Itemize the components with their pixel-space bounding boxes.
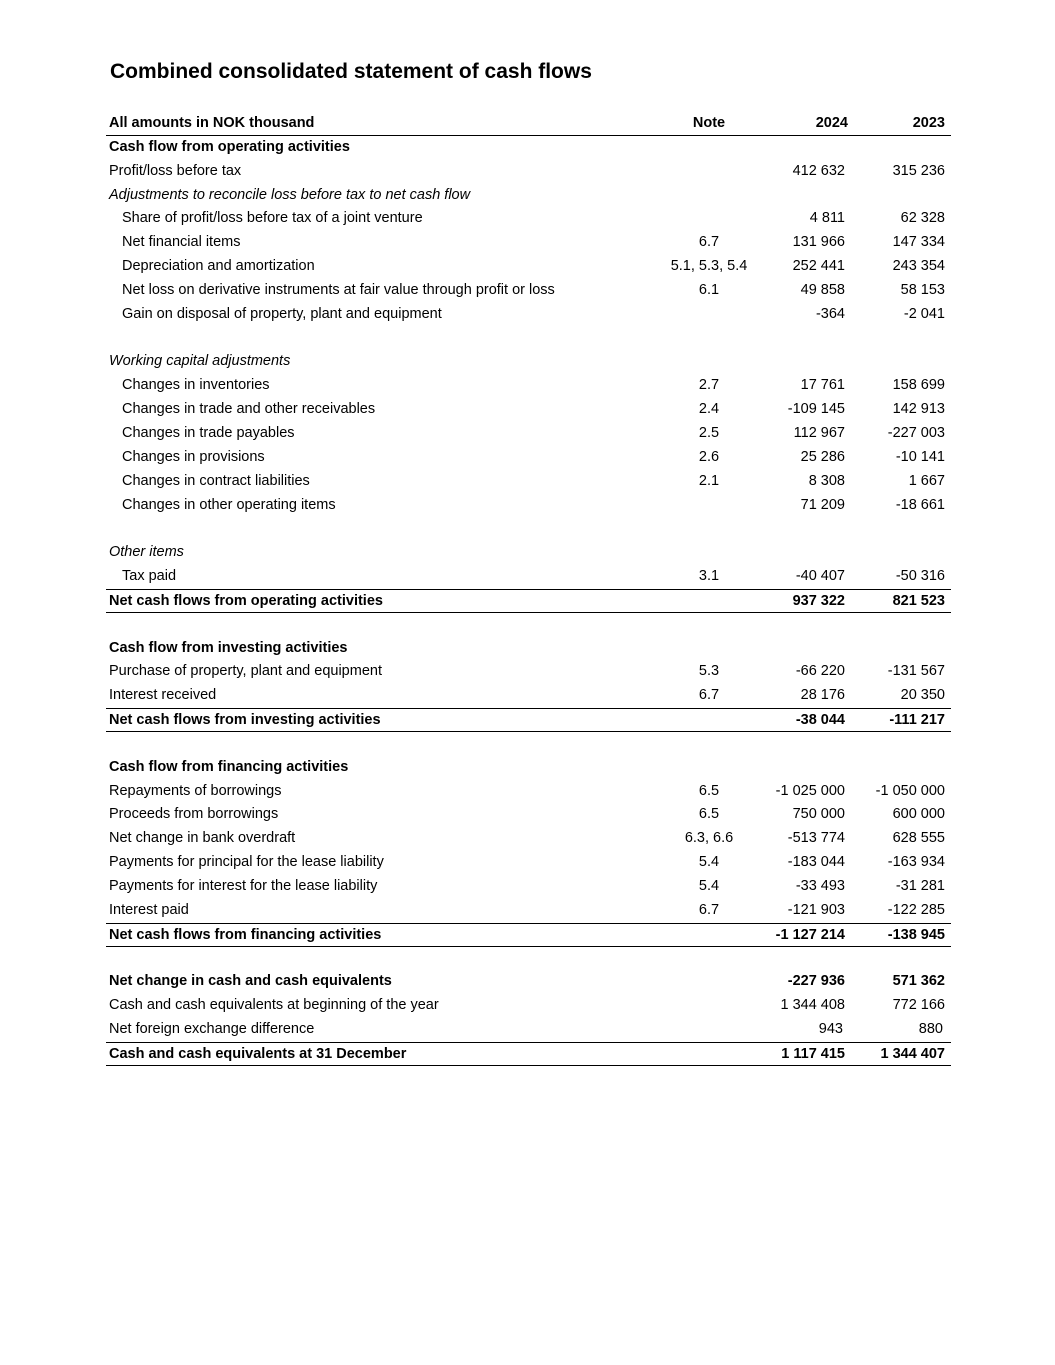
- row-value-2024: -1 025 000: [775, 782, 845, 799]
- total-row: [106, 923, 951, 947]
- row-value-2024: -513 774: [787, 830, 845, 847]
- row-label: Share of profit/loss before tax of a joint venture: [122, 210, 423, 227]
- table-row: [106, 350, 951, 374]
- row-value-2023: 821 523: [892, 592, 945, 609]
- table-row: [106, 970, 951, 994]
- table-row: [106, 231, 951, 255]
- row-label: Changes in contract liabilities: [122, 472, 310, 489]
- table-row: [106, 470, 951, 494]
- row-label: Payments for principal for the lease liability: [109, 854, 384, 871]
- row-label: Other items: [109, 544, 184, 561]
- row-value-2024: 412 632: [792, 162, 845, 179]
- row-label: Net loss on derivative instruments at fair value through profit or loss: [122, 281, 555, 298]
- row-label: Cash flow from financing activities: [109, 758, 349, 775]
- row-label: Net cash flows from operating activities: [109, 592, 383, 609]
- row-value-2024: 71 209: [800, 496, 845, 513]
- row-value-2024: 131 966: [792, 234, 845, 251]
- row-value-2023: -10 141: [895, 448, 945, 465]
- header-year-2024: 2024: [815, 115, 848, 131]
- row-label: Payments for interest for the lease liability: [109, 878, 378, 894]
- row-note: 2.7: [698, 377, 720, 394]
- row-value-2024: -1 127 214: [775, 926, 845, 943]
- row-label: Cash flow from operating activities: [109, 138, 350, 155]
- cash-flow-table: [106, 112, 951, 1066]
- row-label: Repayments of borrowings: [109, 782, 282, 799]
- total-row: [106, 1042, 951, 1066]
- row-value-2023: -138 945: [887, 926, 945, 943]
- page-title: Combined consolidated statement of cash flows: [110, 60, 592, 83]
- row-note: 6.7: [698, 234, 720, 251]
- row-label: Changes in trade payables: [122, 424, 295, 441]
- row-value-2024: 1 344 408: [780, 997, 845, 1014]
- spacer-row: [106, 732, 951, 756]
- header-label: All amounts in NOK thousand: [109, 115, 315, 131]
- table-row: [106, 303, 951, 327]
- total-row: [106, 589, 951, 613]
- row-value-2023: 880: [918, 1021, 943, 1038]
- row-value-2023: -111 217: [889, 712, 945, 729]
- row-value-2024: 112 967: [793, 424, 845, 441]
- table-row: [106, 207, 951, 231]
- row-note: 6.7: [698, 687, 720, 704]
- row-value-2023: 628 555: [892, 830, 945, 847]
- row-value-2023: -18 661: [895, 496, 945, 513]
- row-value-2023: 243 354: [892, 258, 945, 275]
- row-value-2023: 772 166: [892, 997, 945, 1014]
- row-value-2024: 49 858: [800, 281, 845, 298]
- table-row: [106, 875, 951, 899]
- row-value-2023: -31 281: [895, 878, 945, 894]
- row-value-2024: -38 044: [795, 712, 845, 729]
- row-value-2023: -1 050 000: [875, 782, 945, 799]
- row-note: 6.5: [698, 782, 720, 799]
- row-note: 6.3, 6.6: [684, 830, 734, 847]
- row-value-2023: 58 153: [900, 281, 945, 298]
- row-value-2024: 252 441: [792, 258, 845, 275]
- table-row: [106, 637, 951, 661]
- row-value-2024: -66 220: [795, 663, 845, 680]
- row-note: 6.1: [698, 281, 720, 298]
- table-row: [106, 136, 951, 160]
- table-row: [106, 780, 951, 804]
- row-label: Net change in bank overdraft: [109, 830, 296, 847]
- row-label: Net cash flows from investing activities: [109, 712, 381, 729]
- row-note: 2.1: [698, 472, 720, 489]
- header-note: Note: [692, 115, 726, 131]
- table-row: [106, 446, 951, 470]
- row-label: Adjustments to reconcile loss before tax to net cash flow: [109, 186, 471, 203]
- table-row: [106, 803, 951, 827]
- spacer-row: [106, 517, 951, 541]
- row-value-2024: -40 407: [795, 568, 845, 585]
- row-label: Net change in cash and cash equivalents: [109, 973, 392, 990]
- row-label: Net financial items: [122, 234, 241, 251]
- row-label: Net cash flows from financing activities: [109, 926, 382, 943]
- table-row: [106, 160, 951, 184]
- table-row: [106, 994, 951, 1018]
- row-label: Working capital adjustments: [109, 353, 291, 370]
- row-note: 5.3: [698, 663, 720, 680]
- row-label: Changes in other operating items: [122, 496, 336, 513]
- table-row: [106, 565, 951, 589]
- table-row: [106, 184, 951, 208]
- row-value-2023: 20 350: [900, 687, 945, 704]
- row-label: Changes in inventories: [122, 377, 270, 394]
- row-value-2024: 4 811: [809, 210, 845, 227]
- row-note: 6.5: [698, 806, 720, 823]
- table-row: [106, 684, 951, 708]
- table-row: [106, 374, 951, 398]
- row-value-2023: 571 362: [892, 973, 945, 990]
- row-label: Cash flow from investing activities: [109, 639, 348, 656]
- row-value-2023: 62 328: [900, 210, 945, 227]
- table-row: [106, 851, 951, 875]
- row-value-2024: 937 322: [792, 592, 845, 609]
- row-label: Changes in trade and other receivables: [122, 401, 376, 418]
- row-value-2023: 1 344 407: [880, 1045, 945, 1062]
- spacer-row: [106, 327, 951, 351]
- row-value-2023: 142 913: [892, 401, 945, 418]
- row-value-2023: -131 567: [887, 663, 945, 680]
- table-row: [106, 899, 951, 923]
- row-value-2024: -364: [815, 305, 845, 322]
- row-value-2024: -109 145: [787, 401, 845, 418]
- table-row: [106, 398, 951, 422]
- row-value-2024: 25 286: [800, 448, 845, 465]
- row-value-2024: -33 493: [795, 878, 845, 894]
- table-row: [106, 541, 951, 565]
- row-value-2023: -122 285: [887, 901, 945, 918]
- row-label: Changes in provisions: [122, 448, 265, 465]
- row-value-2024: 8 308: [808, 472, 845, 489]
- row-value-2023: 600 000: [892, 806, 945, 823]
- table-row: [106, 1018, 951, 1042]
- table-row: [106, 494, 951, 518]
- row-label: Cash and cash equivalents at beginning of the year: [109, 997, 439, 1014]
- header-year-2023: 2023: [912, 115, 945, 131]
- row-value-2024: -227 936: [787, 973, 845, 990]
- row-label: Cash and cash equivalents at 31 December: [109, 1045, 407, 1062]
- row-value-2024: 1 117 415: [781, 1045, 845, 1062]
- row-label: Profit/loss before tax: [109, 162, 242, 179]
- row-note: 2.6: [698, 448, 720, 465]
- row-value-2024: -183 044: [787, 854, 845, 871]
- table-row: [106, 756, 951, 780]
- total-row: [106, 708, 951, 732]
- row-label: Net foreign exchange difference: [109, 1021, 315, 1038]
- row-value-2023: 1 667: [908, 472, 945, 489]
- row-label: Proceeds from borrowings: [109, 806, 279, 823]
- table-header: [106, 112, 951, 136]
- row-note: 3.1: [698, 568, 720, 585]
- row-value-2023: 158 699: [892, 377, 945, 394]
- row-value-2024: 28 176: [800, 687, 845, 704]
- row-value-2023: 147 334: [892, 234, 945, 251]
- row-label: Depreciation and amortization: [122, 258, 315, 275]
- row-note: 5.4: [698, 878, 720, 894]
- table-row: [106, 827, 951, 851]
- row-label: Gain on disposal of property, plant and equipment: [122, 305, 442, 322]
- row-value-2024: 17 761: [800, 377, 845, 394]
- row-label: Interest paid: [109, 901, 189, 918]
- row-label: Tax paid: [122, 568, 177, 585]
- row-note: 5.1, 5.3, 5.4: [670, 258, 748, 275]
- row-value-2023: -2 041: [903, 305, 945, 322]
- table-row: [106, 255, 951, 279]
- spacer-row: [106, 613, 951, 637]
- row-value-2024: 943: [818, 1021, 843, 1038]
- table-row: [106, 422, 951, 446]
- row-note: 6.7: [698, 901, 720, 918]
- spacer-row: [106, 947, 951, 971]
- row-note: 2.4: [698, 401, 720, 418]
- table-body: [106, 136, 951, 1066]
- row-label: Interest received: [109, 687, 217, 704]
- table-row: [106, 660, 951, 684]
- row-value-2023: 315 236: [892, 162, 945, 179]
- row-note: 2.5: [698, 424, 720, 441]
- row-value-2023: -227 003: [887, 424, 945, 441]
- row-value-2024: 750 000: [792, 806, 845, 823]
- row-value-2023: -50 316: [895, 568, 945, 585]
- row-value-2023: -163 934: [887, 854, 945, 871]
- row-label: Purchase of property, plant and equipment: [109, 663, 382, 680]
- row-value-2024: -121 903: [787, 901, 845, 918]
- table-row: [106, 279, 951, 303]
- row-note: 5.4: [698, 854, 720, 871]
